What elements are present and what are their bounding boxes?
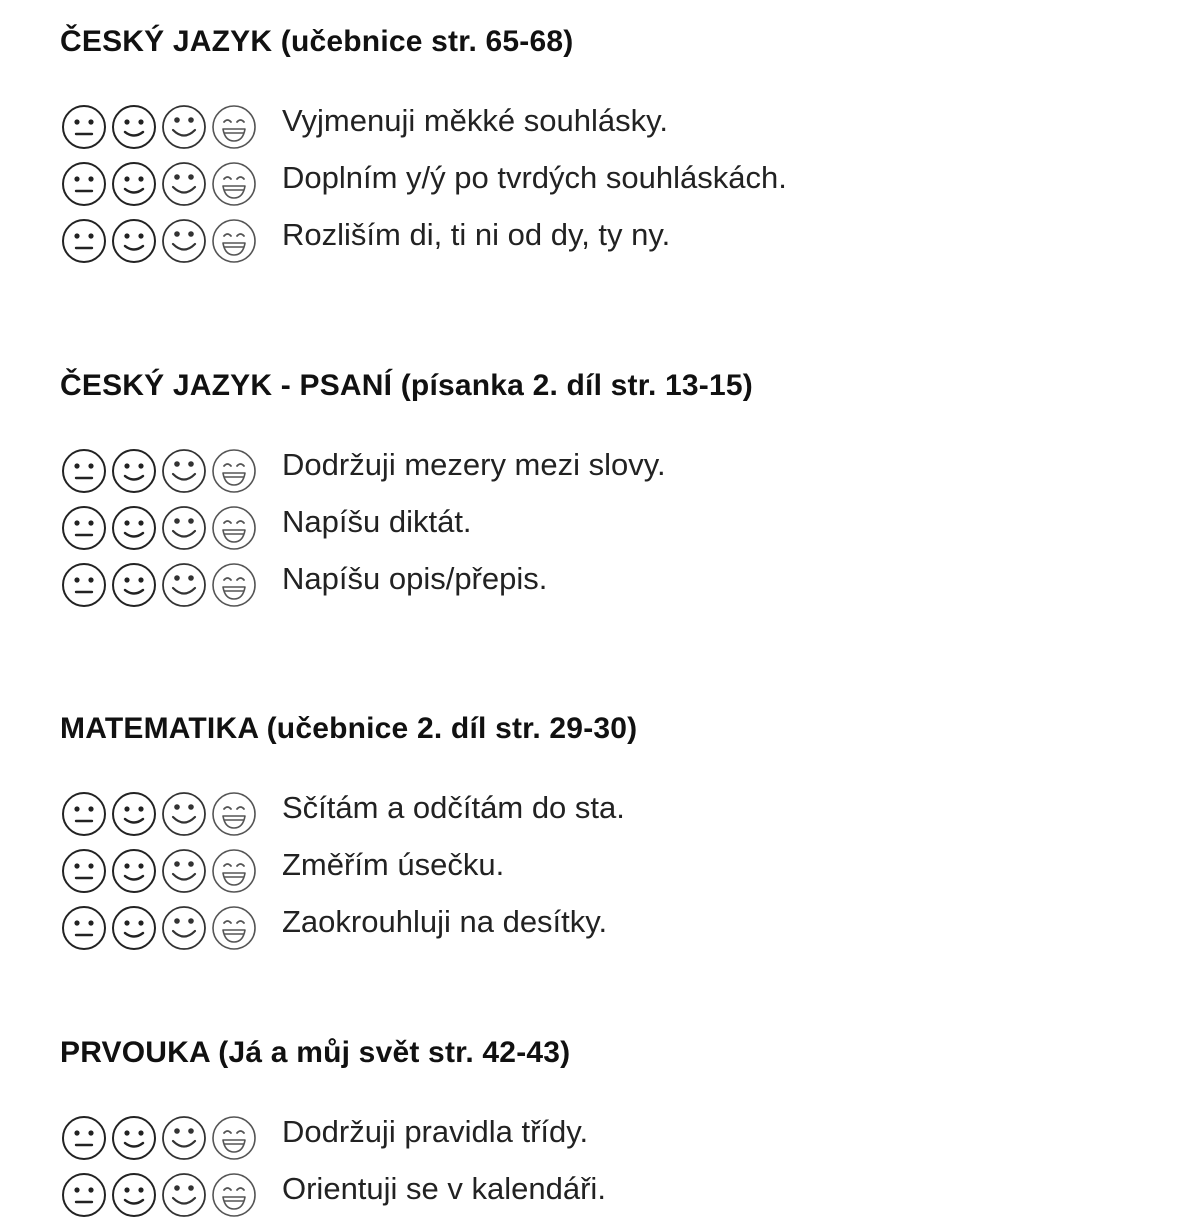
rating-faces bbox=[60, 447, 258, 495]
neutral-face-icon[interactable] bbox=[60, 790, 108, 838]
smile-face-icon[interactable] bbox=[160, 790, 208, 838]
rating-faces bbox=[60, 160, 258, 208]
list-item bbox=[60, 98, 1160, 155]
section-title: ČESKÝ JAZYK - PSANÍ (písanka 2. díl str. 13-15) bbox=[60, 369, 753, 402]
list-item bbox=[60, 899, 1160, 956]
smile-face-icon[interactable] bbox=[160, 103, 208, 151]
rating-faces bbox=[60, 790, 258, 838]
slight-smile-face-icon[interactable] bbox=[110, 160, 158, 208]
section-cesky-jazyk bbox=[60, 24, 1160, 269]
list-item bbox=[60, 1166, 1160, 1223]
slight-smile-face-icon[interactable] bbox=[110, 561, 158, 609]
rating-faces bbox=[60, 1114, 258, 1162]
neutral-face-icon[interactable] bbox=[60, 447, 108, 495]
grin-face-icon[interactable] bbox=[210, 160, 258, 208]
smile-face-icon[interactable] bbox=[160, 447, 208, 495]
rating-faces bbox=[60, 847, 258, 895]
section-cesky-jazyk-psani bbox=[60, 368, 1160, 613]
item-text: Doplním y/ý po tvrdých souhláskách. bbox=[282, 159, 787, 195]
rating-faces bbox=[60, 217, 258, 265]
list-item bbox=[60, 842, 1160, 899]
slight-smile-face-icon[interactable] bbox=[110, 504, 158, 552]
slight-smile-face-icon[interactable] bbox=[110, 847, 158, 895]
item-text: Dodržuji mezery mezi slovy. bbox=[282, 446, 666, 482]
smile-face-icon[interactable] bbox=[160, 561, 208, 609]
smile-face-icon[interactable] bbox=[160, 904, 208, 952]
neutral-face-icon[interactable] bbox=[60, 504, 108, 552]
list-item bbox=[60, 155, 1160, 212]
slight-smile-face-icon[interactable] bbox=[110, 1171, 158, 1219]
list-item bbox=[60, 1109, 1160, 1166]
section-matematika bbox=[60, 711, 1160, 956]
section-title: MATEMATIKA (učebnice 2. díl str. 29-30) bbox=[60, 712, 638, 745]
rating-faces bbox=[60, 561, 258, 609]
slight-smile-face-icon[interactable] bbox=[110, 1114, 158, 1162]
neutral-face-icon[interactable] bbox=[60, 1171, 108, 1219]
grin-face-icon[interactable] bbox=[210, 847, 258, 895]
neutral-face-icon[interactable] bbox=[60, 904, 108, 952]
grin-face-icon[interactable] bbox=[210, 103, 258, 151]
item-text: Rozliším di, ti ni od dy, ty ny. bbox=[282, 216, 671, 252]
smile-face-icon[interactable] bbox=[160, 1114, 208, 1162]
list-item bbox=[60, 212, 1160, 269]
smile-face-icon[interactable] bbox=[160, 217, 208, 265]
grin-face-icon[interactable] bbox=[210, 561, 258, 609]
section-prvouka bbox=[60, 1035, 1160, 1223]
smile-face-icon[interactable] bbox=[160, 160, 208, 208]
item-text: Sčítám a odčítám do sta. bbox=[282, 789, 625, 825]
neutral-face-icon[interactable] bbox=[60, 217, 108, 265]
neutral-face-icon[interactable] bbox=[60, 160, 108, 208]
list-item bbox=[60, 785, 1160, 842]
item-text: Zaokrouhluji na desítky. bbox=[282, 903, 608, 939]
item-text: Napíšu opis/přepis. bbox=[282, 560, 548, 596]
slight-smile-face-icon[interactable] bbox=[110, 103, 158, 151]
list-item bbox=[60, 499, 1160, 556]
list-item bbox=[60, 556, 1160, 613]
grin-face-icon[interactable] bbox=[210, 1114, 258, 1162]
neutral-face-icon[interactable] bbox=[60, 561, 108, 609]
smile-face-icon[interactable] bbox=[160, 847, 208, 895]
grin-face-icon[interactable] bbox=[210, 904, 258, 952]
section-title: ČESKÝ JAZYK (učebnice str. 65-68) bbox=[60, 25, 574, 58]
neutral-face-icon[interactable] bbox=[60, 847, 108, 895]
item-text: Dodržuji pravidla třídy. bbox=[282, 1113, 589, 1149]
grin-face-icon[interactable] bbox=[210, 1171, 258, 1219]
item-text: Napíšu diktát. bbox=[282, 503, 472, 539]
grin-face-icon[interactable] bbox=[210, 447, 258, 495]
neutral-face-icon[interactable] bbox=[60, 103, 108, 151]
slight-smile-face-icon[interactable] bbox=[110, 904, 158, 952]
rating-faces bbox=[60, 904, 258, 952]
grin-face-icon[interactable] bbox=[210, 217, 258, 265]
grin-face-icon[interactable] bbox=[210, 790, 258, 838]
smile-face-icon[interactable] bbox=[160, 1171, 208, 1219]
slight-smile-face-icon[interactable] bbox=[110, 447, 158, 495]
rating-faces bbox=[60, 103, 258, 151]
neutral-face-icon[interactable] bbox=[60, 1114, 108, 1162]
item-text: Orientuji se v kalendáři. bbox=[282, 1170, 606, 1206]
rating-faces bbox=[60, 1171, 258, 1219]
section-title: PRVOUKA (Já a můj svět str. 42-43) bbox=[60, 1036, 571, 1069]
rating-faces bbox=[60, 504, 258, 552]
item-text: Vyjmenuji měkké souhlásky. bbox=[282, 102, 668, 138]
list-item bbox=[60, 442, 1160, 499]
slight-smile-face-icon[interactable] bbox=[110, 790, 158, 838]
slight-smile-face-icon[interactable] bbox=[110, 217, 158, 265]
smile-face-icon[interactable] bbox=[160, 504, 208, 552]
grin-face-icon[interactable] bbox=[210, 504, 258, 552]
item-text: Změřím úsečku. bbox=[282, 846, 505, 882]
